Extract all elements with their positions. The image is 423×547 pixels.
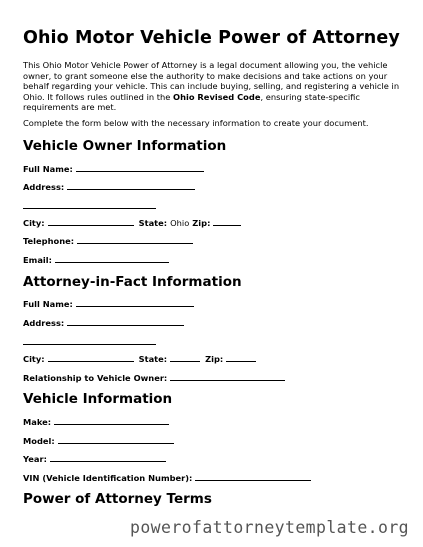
terms-section-heading: Power of Attorney Terms: [23, 491, 212, 507]
intro-paragraph: [23, 60, 403, 113]
owner-zip-field[interactable]: [213, 224, 241, 226]
attorney-address-row: [23, 318, 187, 328]
owner-city-field[interactable]: [48, 224, 134, 226]
vehicle-make-row: [23, 417, 172, 427]
owner-section-heading: Vehicle Owner Information: [23, 138, 227, 154]
owner-address-row: [23, 182, 198, 192]
owner-full-name-label: Full Name:: [23, 164, 73, 174]
attorney-city-label: City:: [23, 354, 45, 364]
vehicle-make-label: Make:: [23, 417, 52, 427]
vehicle-vin-field[interactable]: [195, 479, 311, 481]
owner-telephone-field[interactable]: [77, 242, 193, 244]
attorney-state-field[interactable]: [170, 360, 200, 362]
owner-email-row: [23, 255, 172, 265]
attorney-relationship-row: [23, 373, 288, 383]
owner-state-value: Ohio: [170, 218, 190, 228]
vehicle-section-heading: Vehicle Information: [23, 391, 173, 407]
instruction-text: Complete the form below with the necessary information to create your document.: [23, 118, 369, 128]
vehicle-year-row: [23, 454, 169, 464]
attorney-state-label: State:: [138, 354, 168, 364]
attorney-city-field[interactable]: [48, 360, 134, 362]
attorney-zip-label: Zip:: [205, 354, 224, 364]
intro-bold-code: Ohio Revised Code: [173, 91, 261, 102]
attorney-relationship-field[interactable]: [170, 379, 285, 381]
owner-telephone-label: Telephone:: [23, 236, 75, 246]
vehicle-year-field[interactable]: [50, 460, 166, 462]
attorney-address-field[interactable]: [67, 324, 184, 326]
owner-state-label: State:: [138, 218, 168, 228]
vehicle-model-field[interactable]: [58, 442, 174, 444]
owner-address-line-2[interactable]: [23, 208, 156, 209]
owner-city-state-zip-row: [23, 218, 244, 228]
owner-email-label: Email:: [23, 255, 52, 265]
attorney-full-name-label: Full Name:: [23, 299, 73, 309]
attorney-city-state-zip-row: [23, 354, 259, 364]
vehicle-model-label: Model:: [23, 436, 55, 446]
attorney-address-label: Address:: [23, 318, 65, 328]
attorney-zip-field[interactable]: [226, 360, 256, 362]
owner-address-label: Address:: [23, 182, 65, 192]
attorney-full-name-field[interactable]: [76, 305, 194, 307]
attorney-full-name-row: [23, 299, 197, 309]
owner-full-name-row: [23, 164, 207, 174]
owner-city-label: City:: [23, 218, 45, 228]
vehicle-vin-label: VIN (Vehicle Identification Number):: [23, 473, 193, 483]
site-watermark: powerofattorneytemplate.org: [129, 518, 409, 537]
owner-address-field[interactable]: [67, 188, 195, 190]
intro-text-1: This Ohio Motor Vehicle Power of Attorney is a legal document allowing you, the vehicle owner, to grant someone else the authority to make decisions and take actions on your behalf regarding your vehicle. This can include buying, selling, and registering a vehicle in Ohio. It follows rules outlined in the: [23, 60, 400, 102]
attorney-address-line-2[interactable]: [23, 344, 156, 345]
attorney-relationship-label: Relationship to Vehicle Owner:: [23, 373, 168, 383]
owner-email-field[interactable]: [55, 261, 169, 263]
intro-text-2: , ensuring state-specific requirements are met.: [23, 91, 360, 112]
vehicle-year-label: Year:: [23, 454, 47, 464]
owner-zip-label: Zip:: [192, 218, 211, 228]
attorney-section-heading: Attorney-in-Fact Information: [23, 274, 242, 290]
vehicle-model-row: [23, 436, 177, 446]
owner-full-name-field[interactable]: [76, 170, 204, 172]
vehicle-make-field[interactable]: [54, 423, 169, 425]
vehicle-vin-row: [23, 473, 314, 483]
document-title: Ohio Motor Vehicle Power of Attorney: [23, 28, 400, 48]
owner-telephone-row: [23, 236, 196, 246]
